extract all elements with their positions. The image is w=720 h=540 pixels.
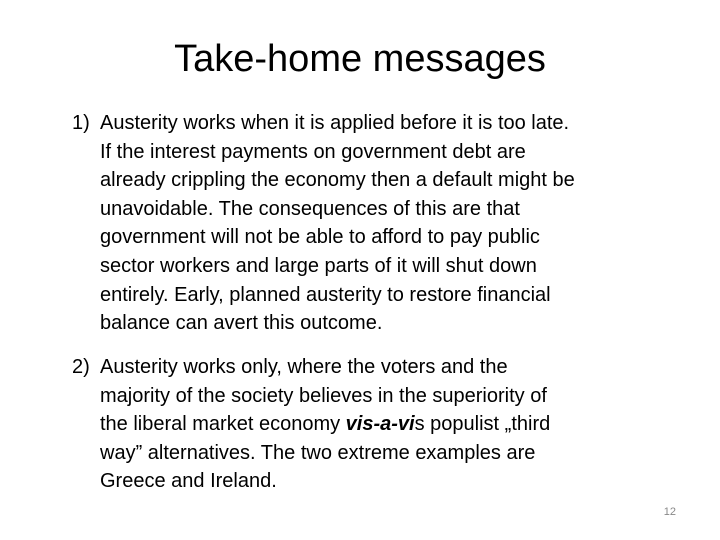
text-line: sector workers and large parts of it will shut down (100, 254, 537, 277)
text-line: way” alternatives. The two extreme examples are (100, 441, 536, 464)
text-line: balance can avert this outcome. (100, 312, 383, 335)
page-number: 12 (663, 506, 676, 518)
text-line: already crippling the economy then a default might be (100, 169, 575, 192)
text-line: entirely. Early, planned austerity to restore financial (100, 283, 551, 306)
point-2 (72, 353, 672, 496)
text-line: Austerity works when it is applied before it is too late. (100, 112, 570, 134)
text-segment: the liberal market economy (100, 413, 346, 436)
text-line: government will not be able to afford to pay public (100, 226, 540, 249)
text-line (100, 410, 672, 439)
text-line: Austerity works only, where the voters and the (100, 356, 508, 378)
point-1 (72, 109, 672, 338)
slide-title: Take-home messages (174, 38, 546, 80)
point-text (72, 353, 672, 496)
text-line: Greece and Ireland. (100, 470, 277, 493)
text-line: majority of the society believes in the superiority of (100, 384, 547, 407)
text-line: unavoidable. The consequences of this are that (100, 197, 520, 220)
point-text (72, 109, 672, 338)
point-number: 1) (72, 112, 90, 134)
point-number: 2) (72, 356, 90, 378)
text-segment: s populist „third (414, 413, 551, 436)
text-line: If the interest payments on government debt are (100, 140, 526, 163)
emphasis-text: vis-a-vi (345, 413, 415, 436)
